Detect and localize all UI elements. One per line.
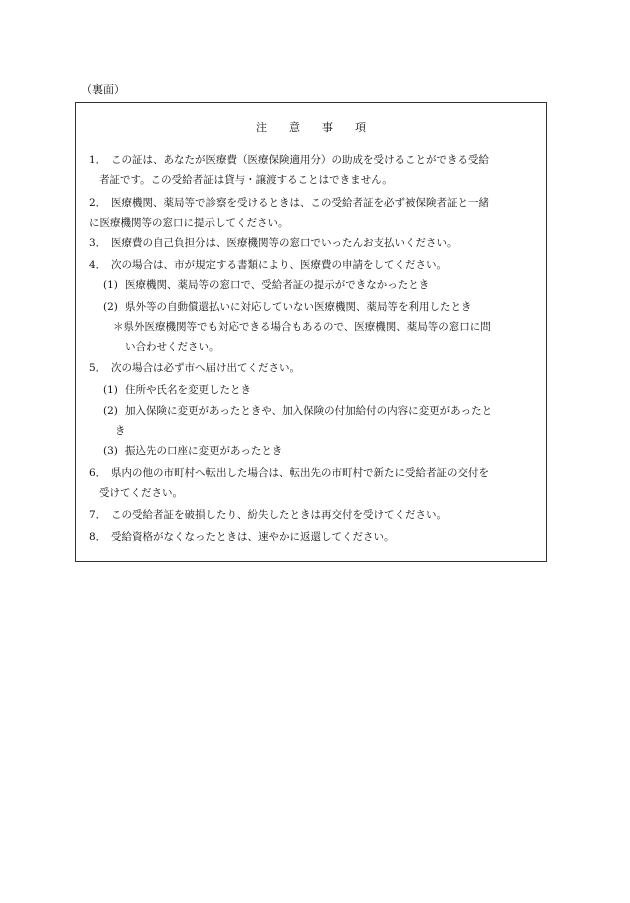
notice-item-6 <box>89 463 537 503</box>
notice-item-7 <box>89 505 537 525</box>
sub-item-text: 振込先の口座に変更があったとき <box>125 445 283 457</box>
notice-item-1 <box>89 150 537 190</box>
sub-item-text: 県外等の自動償還払いに対応していない医療機関、薬局等を利用したとき <box>125 301 472 313</box>
item-text: この受給者証を破損したり、紛失したときは再交付を受けてください。 <box>111 509 447 521</box>
item-text-continued: 受けてください。 <box>99 487 183 499</box>
notice-box <box>75 102 547 562</box>
item-text: 受給資格がなくなったときは、速やかに返還してください。 <box>111 531 395 543</box>
item-number: 3． <box>89 237 107 249</box>
notice-sub-item-4-2 <box>103 297 533 317</box>
note-text: ＊県外医療機関等でも対応できる場合もあるので、医療機関、薬局等の窓口に問 <box>113 321 491 333</box>
item-text: 医療機関、薬局等で診察を受けるときは、この受給者証を必ず被保険者証と一緒 <box>111 197 489 209</box>
sub-item-number: (3) <box>103 445 118 457</box>
item-text: 次の場合は、市が規定する書類により、医療費の申請をしてください。 <box>111 259 447 271</box>
notice-sub-item-5-2 <box>103 401 533 441</box>
item-text-continued: に医療機関等の窓口に提示してください。 <box>89 217 289 229</box>
item-number: 4． <box>89 259 107 271</box>
notice-sub-item-4-1 <box>103 275 533 295</box>
side-label: （裏面） <box>81 83 125 96</box>
sub-item-number: (2) <box>103 301 118 313</box>
sub-item-number: (2) <box>103 405 118 417</box>
item-text: 県内の他の市町村へ転出した場合は、転出先の市町村で新たに受給者証の交付を <box>111 467 489 479</box>
sub-item-text: 住所や氏名を変更したとき <box>125 384 251 396</box>
notice-sub-item-5-1 <box>103 380 533 400</box>
sub-item-number: (1) <box>103 384 118 396</box>
item-text: この証は、あなたが医療費（医療保険適用分）の助成を受けることができる受給 <box>111 154 489 166</box>
sub-item-text: 医療機関、薬局等の窓口で、受給者証の提示ができなかったとき <box>125 279 430 291</box>
item-number: 2． <box>89 197 107 209</box>
sub-item-text-continued: き <box>115 425 126 437</box>
item-text: 次の場合は必ず市へ届け出てください。 <box>111 362 300 374</box>
notice-item-5 <box>89 358 537 378</box>
item-number: 6． <box>89 467 107 479</box>
item-text-continued: 者証です。この受給者証は貸与・譲渡することはできません。 <box>99 174 393 186</box>
item-number: 8． <box>89 531 107 543</box>
notice-title: 注 意 事 項 <box>256 121 366 134</box>
notice-item-2 <box>89 193 537 233</box>
item-text: 医療費の自己負担分は、医療機関等の窓口でいったんお支払いください。 <box>111 237 458 249</box>
sub-item-text: 加入保険に変更があったときや、加入保険の付加給付の内容に変更があったと <box>125 405 493 417</box>
sub-item-number: (1) <box>103 279 118 291</box>
item-number: 1． <box>89 154 107 166</box>
item-number: 7． <box>89 509 107 521</box>
notice-item-4 <box>89 255 537 275</box>
note-text-continued: い合わせください。 <box>125 341 220 353</box>
notice-item-3 <box>89 233 537 253</box>
notice-item-8 <box>89 527 537 547</box>
item-number: 5． <box>89 362 107 374</box>
notice-note-4 <box>113 317 533 357</box>
notice-sub-item-5-3 <box>103 441 533 461</box>
